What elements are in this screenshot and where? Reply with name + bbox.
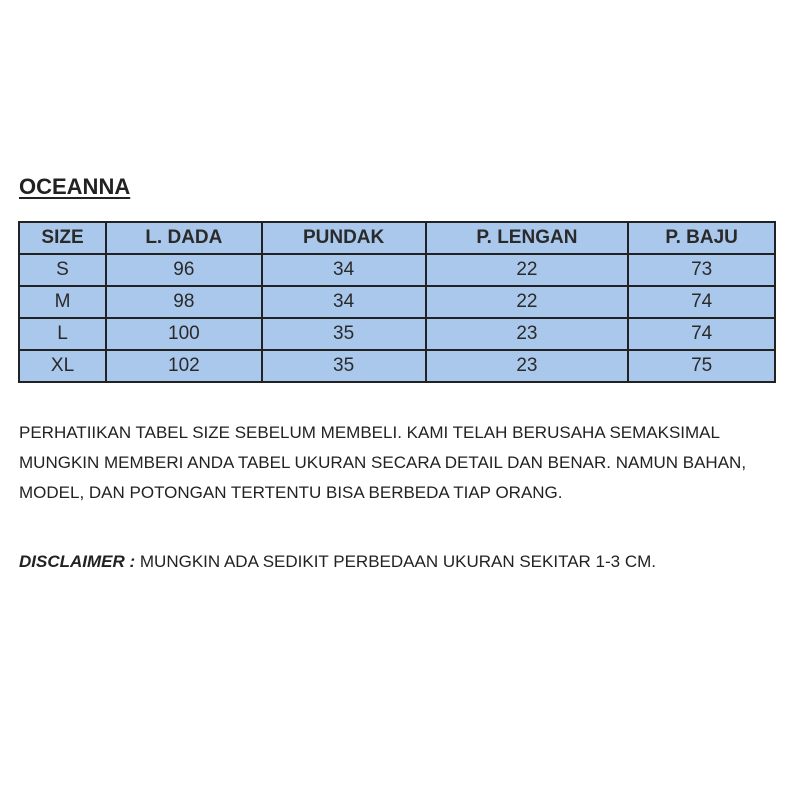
cell: 102 xyxy=(106,350,262,382)
cell: 100 xyxy=(106,318,262,350)
table-row xyxy=(19,286,775,318)
size-table xyxy=(18,221,776,383)
disclaimer-label: DISCLAIMER : xyxy=(19,552,136,571)
header-sleeve: P. LENGAN xyxy=(426,222,629,254)
table-header-row xyxy=(19,222,775,254)
cell: 35 xyxy=(262,318,426,350)
cell: 23 xyxy=(426,350,629,382)
table-row xyxy=(19,254,775,286)
header-shoulder: PUNDAK xyxy=(262,222,426,254)
cell: 34 xyxy=(262,286,426,318)
size-note: PERHATIIKAN TABEL SIZE SEBELUM MEMBELI. KAMI TELAH BERUSAHA SEMAKSIMAL MUNGKIN MEMBERI ANDA TABEL UKURAN SECARA DETAIL DAN BENAR. NAMUN BAHAN, MODEL, DAN POTONGAN TERTENTU BISA BERBEDA TIAP ORANG. xyxy=(19,423,747,502)
cell: 74 xyxy=(628,318,775,350)
cell: S xyxy=(19,254,106,286)
table-row xyxy=(19,318,775,350)
cell: 35 xyxy=(262,350,426,382)
cell: 74 xyxy=(628,286,775,318)
cell: M xyxy=(19,286,106,318)
cell: 98 xyxy=(106,286,262,318)
cell: L xyxy=(19,318,106,350)
page-title: OCEANNA xyxy=(19,174,131,199)
header-length: P. BAJU xyxy=(628,222,775,254)
cell: 73 xyxy=(628,254,775,286)
cell: 23 xyxy=(426,318,629,350)
disclaimer xyxy=(19,552,656,572)
cell: 22 xyxy=(426,286,629,318)
cell: 96 xyxy=(106,254,262,286)
header-chest: L. DADA xyxy=(106,222,262,254)
cell: 22 xyxy=(426,254,629,286)
cell: XL xyxy=(19,350,106,382)
cell: 75 xyxy=(628,350,775,382)
disclaimer-text: MUNGKIN ADA SEDIKIT PERBEDAAN UKURAN SEKITAR 1-3 CM. xyxy=(135,552,656,571)
header-size: SIZE xyxy=(19,222,106,254)
cell: 34 xyxy=(262,254,426,286)
table-row xyxy=(19,350,775,382)
